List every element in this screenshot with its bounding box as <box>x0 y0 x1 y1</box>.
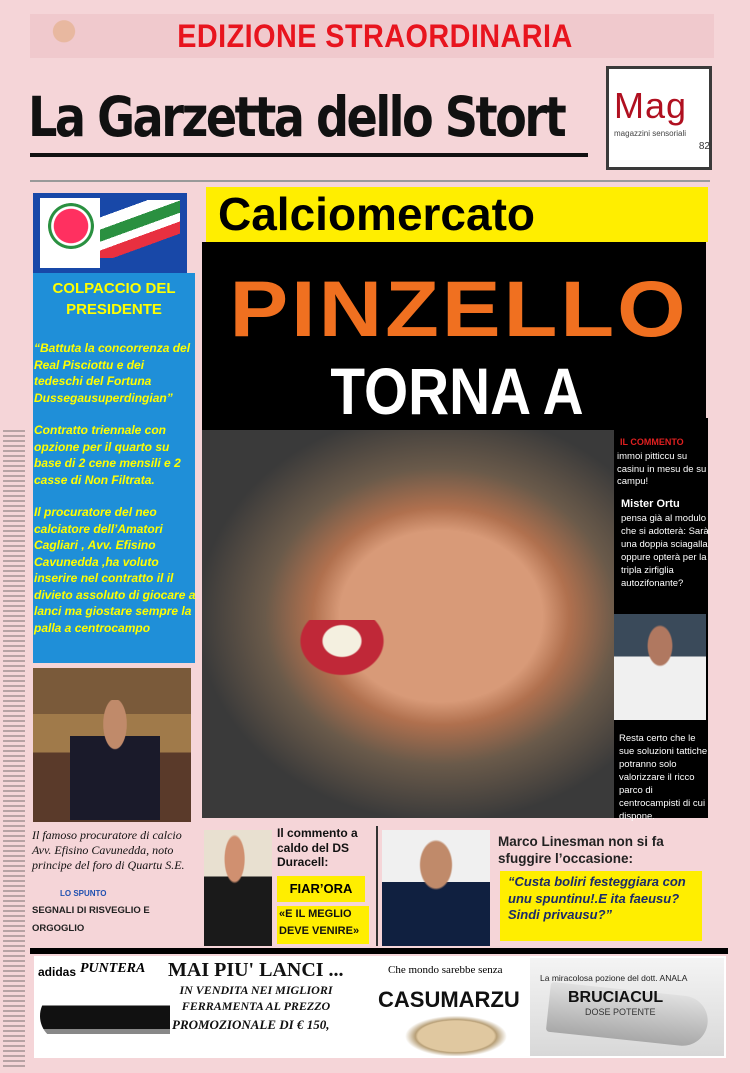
bruciacul-tagline: La miracolosa pozione del dott. ANALA <box>540 973 688 983</box>
left-headline: COLPACCIO DEL PRESIDENTE <box>52 280 176 318</box>
bruciacul-name: BRUCIACUL <box>568 989 664 1006</box>
mondo-text: Che mondo sarebbe senza <box>388 964 503 976</box>
mag-word: Mag <box>614 85 688 126</box>
section-label: Calciomercato <box>218 188 536 240</box>
resta-text: Resta certo che le sue soluzioni tattiche potranno solo valorizzare il ricco parco di centrocampisti di cui dispone. <box>619 733 708 822</box>
bruciacul-dose: DOSE POTENTE <box>585 1007 656 1017</box>
cheese-image <box>396 1012 516 1056</box>
puntera-label: PUNTERA <box>80 961 146 976</box>
banner-avatar <box>38 18 90 56</box>
fiar-text: FIAR’ORA <box>289 881 353 896</box>
marco-photo <box>382 830 490 946</box>
adidas-logo: adidas <box>38 965 77 979</box>
promo-text: IN VENDITA NEI MIGLIORI FERRAMENTA AL PREZZO <box>179 983 333 1013</box>
main-photo <box>202 430 614 818</box>
bottom-rule <box>30 948 728 954</box>
cockade-icon <box>48 203 94 249</box>
lawyer-caption: Il famoso procuratore di calcio Avv. Efisino Cavunedda, noto principe del foro di Quartu S.E. <box>32 828 185 872</box>
left-paragraph-3: Il procuratore del neo calciatore dell’Amatori Cagliari , Avv. Efisino Cavunedda ,ha voluto inserire nel contratto il il divieto assoluto di giocare a lanci ma giostare sempre la palla a centrocampo <box>34 505 196 635</box>
masthead-rule <box>30 153 588 157</box>
marco-quote: “Custa boliri festeggiara con unu spuntinu!.E ita faeusu? Sindi privausu?” <box>508 874 686 922</box>
ds-title: Il commento a caldo del DS Duracell: <box>277 826 358 869</box>
segnali-label: SEGNALI DI RISVEGLIO E ORGOGLIO <box>32 905 150 934</box>
marco-title: Marco Linesman non si fa sfuggire l’occasione: <box>498 834 664 866</box>
left-paragraph-1: “Battuta la concorrenza del Real Pisciottu e dei tedeschi del Fortuna Dussegausuperdingian” <box>34 341 191 405</box>
flag-icon <box>100 200 180 258</box>
promo-price: PROMOZIONALE DI € 150, <box>172 1017 330 1032</box>
mai-piu-headline: MAI PIU' LANCI ... <box>168 959 344 981</box>
main-photo-smile <box>282 620 402 690</box>
main-subheadline: TORNA A <box>330 354 584 428</box>
left-story-body <box>34 340 196 662</box>
commento-text: immoi pitticcu su casinu in mesu de su campu! <box>617 451 707 487</box>
banner-title: EDIZIONE STRAORDINARIA <box>177 18 573 54</box>
ds-photo <box>204 830 272 946</box>
lawyer-figure <box>70 700 160 820</box>
barcode <box>3 430 25 1070</box>
mag-subtitle: magazzini sensoriali <box>614 129 687 138</box>
mister-text: pensa già al modulo che si adotterà: Sarà una doppia sciagalla oppure opterà per la tripla zirfiglia autozifonante? <box>621 513 709 589</box>
mag-number: 82 <box>698 141 710 152</box>
masthead-title: La Garzetta dello Stort <box>28 85 565 149</box>
lo-spunto-label: LO SPUNTO <box>60 889 107 898</box>
meglio-quote: «E IL MEGLIO DEVE VENIRE» <box>279 908 360 937</box>
left-paragraph-2: Contratto triennale con opzione per il quarto su base di 2 cene mensili e 2 casse di Non Filtrata. <box>34 423 181 487</box>
shoe-image <box>40 990 170 1042</box>
casumarzu-logo: CASUMARZU <box>378 987 520 1012</box>
commento-label: IL COMMENTO <box>620 437 684 447</box>
mister-photo <box>614 614 706 720</box>
story-divider <box>376 826 378 946</box>
top-rule <box>30 180 710 182</box>
main-headline: PINZELLO <box>229 264 689 354</box>
mister-title: Mister Ortu <box>621 498 680 510</box>
